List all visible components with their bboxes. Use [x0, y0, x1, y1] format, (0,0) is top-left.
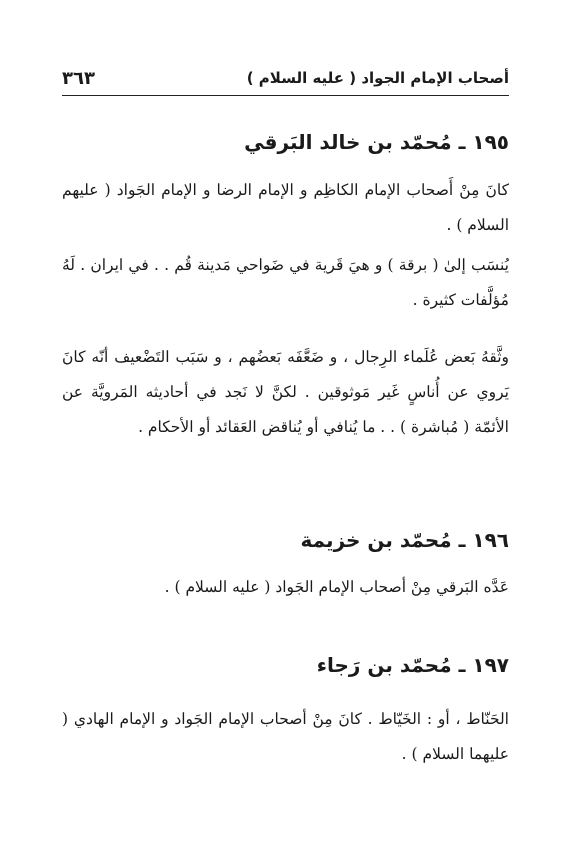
- page-header: [62, 64, 509, 92]
- entry-title-196: ١٩٦ ـ مُحمّد بن خزيمة: [300, 528, 509, 552]
- entry-title-195: ١٩٥ ـ مُحمّد بن خالد البَرقي: [244, 130, 509, 154]
- paragraph-text: كانَ مِنْ أَصحاب الإمام الكاظِم و الإمام الرضا و الإمام الجَواد ( عليهم السلام ) .: [62, 181, 509, 234]
- paragraph-text: عَدَّه البَرقي مِنْ أصحاب الإمام الجَواد ( عليه السلام ) .: [164, 578, 509, 596]
- entry-195-paragraph-2: [62, 248, 509, 318]
- paragraph-text: يُنسَب إلىٰ ( برقة ) و هيَ قَرية في ضَواحي مَدينة قُم . . في ايران . لَهُ مُؤلَّفات كثيرة .: [62, 256, 509, 309]
- page-number: ٣٦٣: [62, 67, 95, 89]
- running-title: أصحاب الإمام الجواد ( عليه السلام ): [246, 69, 509, 87]
- entry-197-paragraph-1: [62, 702, 509, 772]
- paragraph-text: وثَّقهُ بَعض عُلَماء الرِجال ، و ضَعَّفَه بَعضُهم ، و سَبَب التَضْعيف أنّه كانَ يَروي عن أُناسٍ غَير مَوثوقين . لكنَّ لا نَجد في أحاديثه المَرويَّة عن الأئمّة ( مُباشرة ) . . ما يُنافي أو يُناقض العَقائد أو الأحكام .: [62, 348, 509, 436]
- paragraph-text: الحَنّاط ، أو : الخَيّاط . كانَ مِنْ أصحاب الإمام الجَواد و الإمام الهادي ( عليهما السلام ) .: [62, 710, 509, 763]
- header-rule: [62, 95, 509, 96]
- entry-title-197: ١٩٧ ـ مُحمّد بن رَجاء: [316, 653, 509, 677]
- entry-195-paragraph-1: [62, 173, 509, 243]
- entry-195-paragraph-3: [62, 340, 509, 445]
- entry-196-paragraph-1: [62, 570, 509, 605]
